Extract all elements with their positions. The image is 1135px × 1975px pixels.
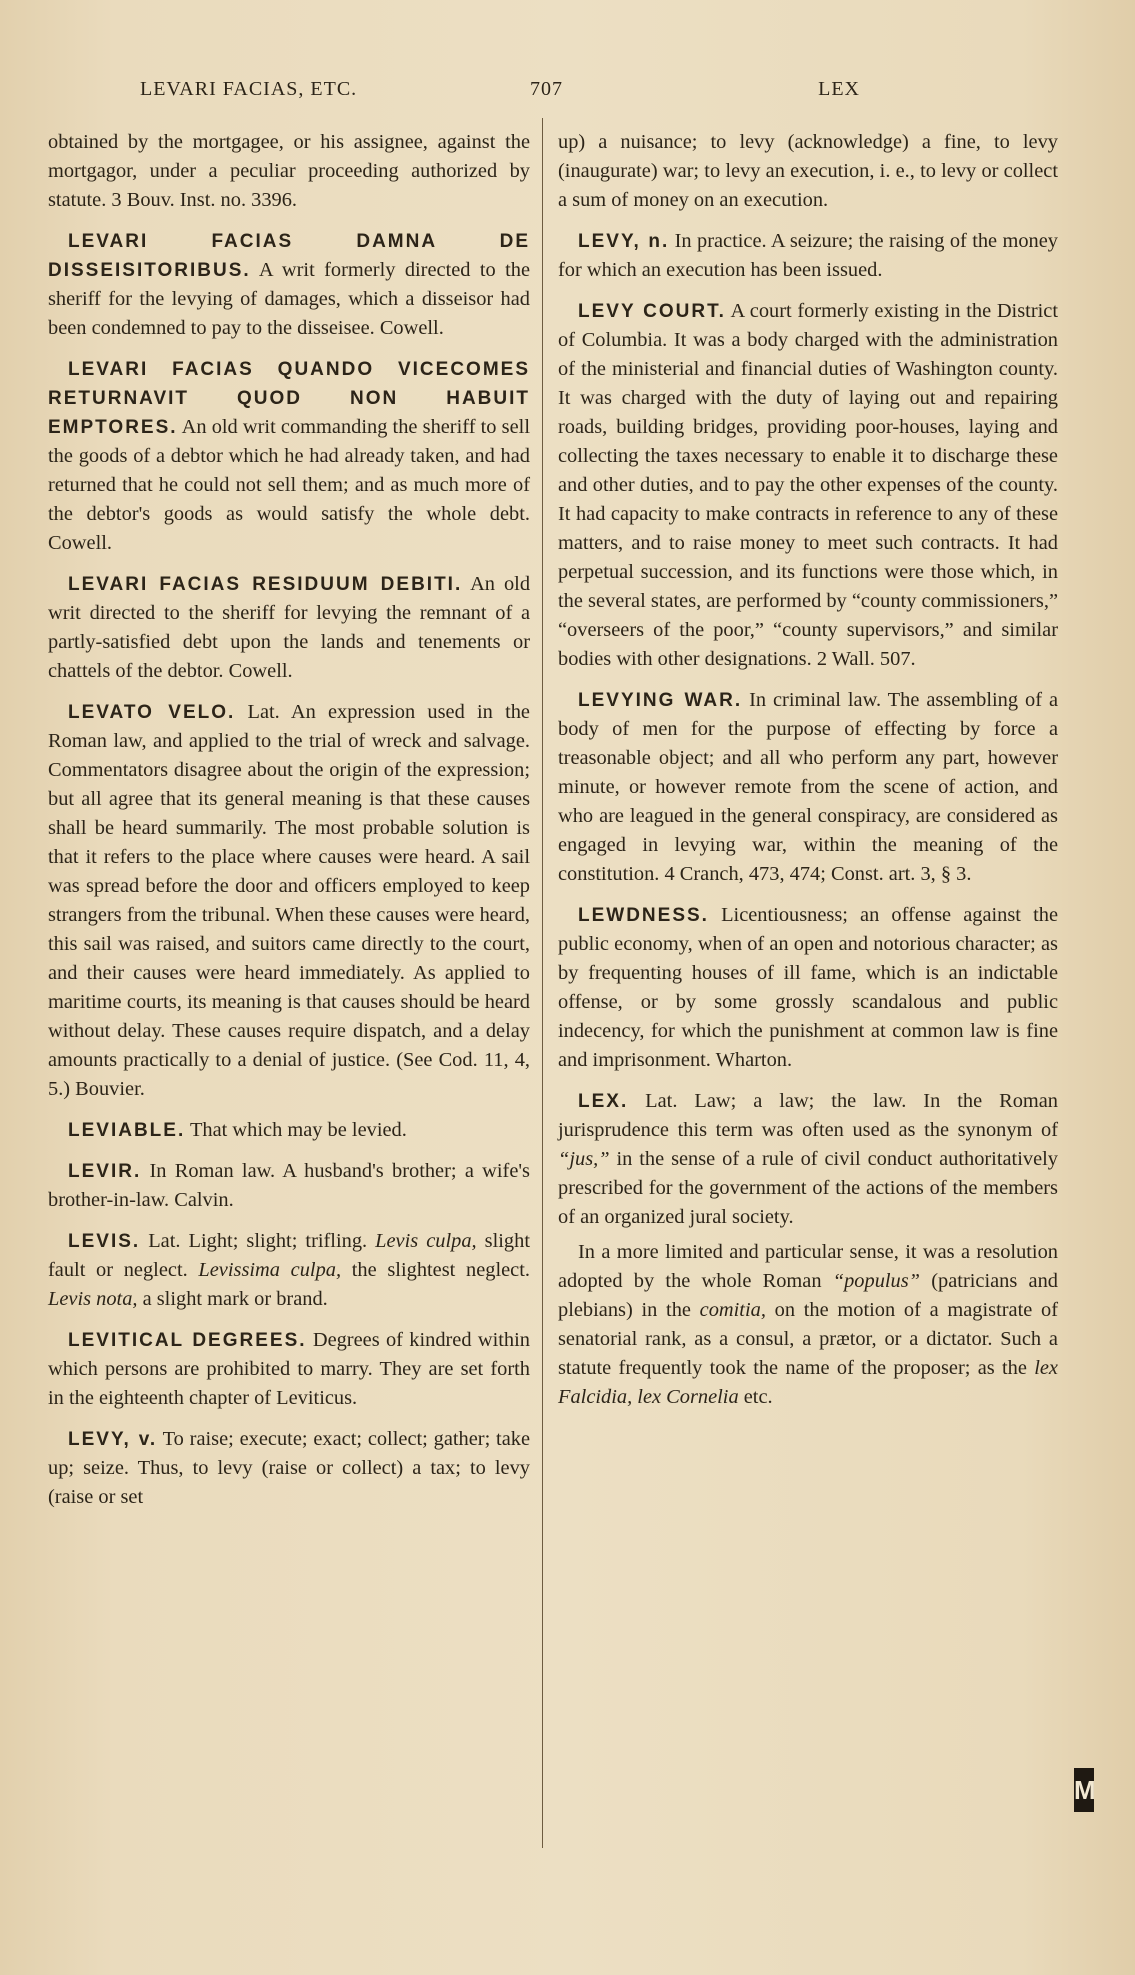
entry-headword: LEVY COURT. (578, 301, 726, 322)
entry-text: In a more limited and particular sense, it was a resolution adopted by the whole Roman (558, 1241, 1058, 1292)
entry-italic-term: Levis nota, (48, 1288, 138, 1310)
entry-text: etc. (738, 1386, 773, 1408)
entry-text: In Roman law. A husband's brother; a wife's brother-in-law. Calvin. (48, 1160, 530, 1211)
entry-headword: LEVITICAL DEGREES. (68, 1330, 307, 1351)
dictionary-entry (558, 686, 1058, 889)
dictionary-entry (48, 355, 530, 558)
entry-text: An old writ commanding the sheriff to sell the goods of a debtor which he had already taken, and had returned that he could not sell them; and as much more of the debtor's goods as would satisfy the whole debt. Cowell. (48, 416, 530, 554)
entry-text: in the sense of a rule of civil conduct authoritatively prescribed for the government of the actions of the members of an organized jural society. (558, 1148, 1058, 1228)
dictionary-entry (48, 1326, 530, 1413)
right-column (558, 128, 1058, 1424)
entry-text: Degrees of kindred within which persons are prohibited to marry. They are set forth in the eighteenth chapter of Leviticus. (48, 1329, 530, 1409)
dictionary-entry (558, 1087, 1058, 1232)
entry-italic-term: Levis culpa, (375, 1230, 477, 1252)
header-right-guide-word: LEX (818, 78, 860, 100)
entry-text: To raise; execute; exact; collect; gather; take up; seize. Thus, to levy (raise or collect) a tax; to levy (raise or set (48, 1428, 530, 1508)
dictionary-entry (558, 227, 1058, 285)
header-left-guide-word: LEVARI FACIAS, ETC. (140, 78, 358, 100)
entry-text: Lat. Light; slight; trifling. (140, 1230, 376, 1252)
thumb-index-tab: M (1074, 1768, 1094, 1812)
left-column (48, 128, 530, 1524)
page-number: 707 (530, 78, 563, 100)
entry-text: on the motion of a magistrate of senatorial rank, as a consul, a prætor, or a dictator. Such a statute frequently took the name of the proposer; as the (558, 1299, 1058, 1379)
entry-text: (patricians and plebians) in the (558, 1270, 1058, 1321)
dictionary-entry (48, 1425, 530, 1512)
entry-text: slight fault or neglect. (48, 1230, 530, 1281)
dictionary-entry (48, 570, 530, 686)
entry-text: A writ formerly directed to the sheriff for the levying of damages, which a disseisor had been condemned to pay to the disseisee. Cowell. (48, 259, 530, 339)
entry-text: An old writ directed to the sheriff for levying the remnant of a partly-satisfied debt upon the lands and tenements or chattels of the debtor. Cowell. (48, 573, 531, 682)
entry-text: Lat. An expression used in the Roman law, and applied to the trial of wreck and salvage. Commentators disagree about the origin of the expression; but all agree that its general meaning is that these causes shall be heard summarily. The most probable solution is that it refers to the place where causes were heard. A sail was spread before the door and officers employed to keep strangers from the tribunal. When these causes were heard, this sail was raised, and suitors came directly to the court, and their causes were heard immediately. As applied to maritime courts, its meaning is that causes should be heard without delay. These causes require dispatch, and a delay amounts practically to a denial of justice. (See Cod. 11, 4, 5.) Bouvier. (48, 701, 530, 1100)
entry-text: Licentiousness; an offense against the public economy, when of an open and notorious character; as by frequenting houses of ill fame, which is an indictable offense, or by some grossly scandalous and public indecency, for which the punishment at common law is fine and imprisonment. Wharton. (558, 904, 1058, 1071)
entry-text: A court formerly existing in the District of Columbia. It was a body charged with the administration of the ministerial and financial duties of Washington county. It was charged with the duty of laying out and repairing roads, building bridges, providing poor-houses, laying and collecting the taxes necessary to enable it to discharge these and other duties, and to pay the other expenses of the county. It had capacity to make contracts in reference to any of these matters, and to raise money to meet such contracts. It had perpetual succession, and its functions were those which, in the several states, are performed by “county commissioners,” “overseers of the poor,” “county supervisors,” and similar bodies with other designations. 2 Wall. 507. (558, 300, 1058, 670)
entry-headword: LEVARI FACIAS DAMNA DE DISSEISITORIBUS. (48, 231, 530, 281)
dictionary-entry (48, 1157, 530, 1215)
entry-italic-term: “jus,” (558, 1148, 610, 1170)
entry-headword: LEVIS. (68, 1231, 141, 1252)
entry-italic-term: “populus” (832, 1270, 921, 1292)
dictionary-entry (558, 1238, 1058, 1412)
entry-headword: LEVY, n. (578, 231, 670, 252)
entry-text: a slight mark or brand. (137, 1288, 328, 1310)
dictionary-entry (48, 1116, 530, 1145)
entry-text: Lat. Law; a law; the law. In the Roman jurisprudence this term was often used as the synonym of (558, 1090, 1058, 1141)
entry-italic-term: comitia, (699, 1299, 766, 1321)
entry-italic-term: Levissima culpa, (198, 1259, 342, 1281)
entry-text: In criminal law. The assembling of a body of men for the purpose of effecting by force a treasonable object; and all who perform any part, however minute, or however remote from the scene of action, and who are leagued in the general conspiracy, are considered as engaged in levying war, within the meaning of the constitution. 4 Cranch, 473, 474; Const. art. 3, § 3. (558, 689, 1058, 885)
dictionary-entry (48, 128, 530, 215)
entry-headword: LEVARI FACIAS RESIDUUM DEBITI. (68, 574, 463, 595)
entry-text: obtained by the mortgagee, or his assignee, against the mortgagor, under a peculiar proceeding authorized by statute. 3 Bouv. Inst. no. 3396. (48, 131, 530, 211)
entry-headword: LEVIR. (68, 1161, 142, 1182)
entry-headword: LEVARI FACIAS QUANDO VICECOMES RETURNAVIT QUOD NON HABUIT EMPTORES. (48, 359, 530, 438)
dictionary-entry (558, 901, 1058, 1075)
column-divider (542, 118, 543, 1848)
entry-headword: LEX. (578, 1091, 629, 1112)
dictionary-entry (48, 698, 530, 1104)
entry-headword: LEVYING WAR. (578, 690, 743, 711)
entry-italic-term: lex Falcidia, lex Cornelia (558, 1357, 1058, 1408)
dictionary-entry (48, 1227, 530, 1314)
dictionary-entry (48, 227, 530, 343)
entry-text: the slightest neglect. (341, 1259, 530, 1281)
entry-headword: LEVIABLE. (68, 1120, 186, 1141)
dictionary-entry (558, 128, 1058, 215)
running-header (135, 72, 860, 112)
entry-text: In practice. A seizure; the raising of the money for which an execution has been issued. (558, 230, 1058, 281)
entry-headword: LEVY, v. (68, 1429, 158, 1450)
entry-headword: LEWDNESS. (578, 905, 709, 926)
entry-text: up) a nuisance; to levy (acknowledge) a fine, to levy (inaugurate) war; to levy an execution, i. e., to levy or collect a sum of money on an execution. (558, 131, 1058, 211)
entry-headword: LEVATO VELO. (68, 702, 236, 723)
dictionary-entry (558, 297, 1058, 674)
entry-text: That which may be levied. (185, 1119, 407, 1141)
